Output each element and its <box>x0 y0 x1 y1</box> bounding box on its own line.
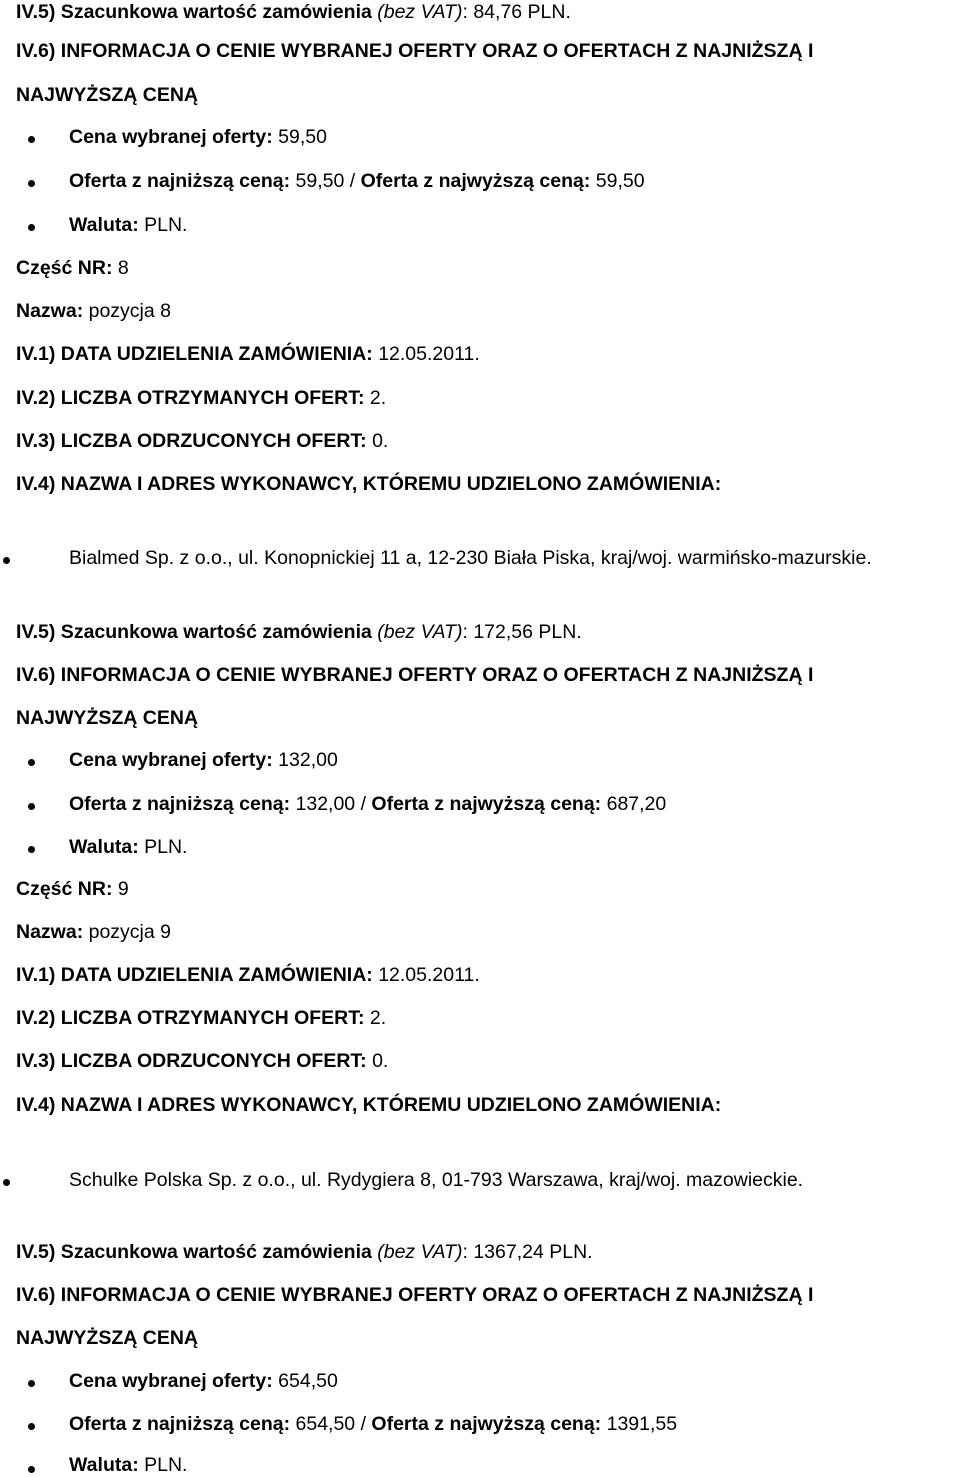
award-date-value: 12.05.2011. <box>378 343 480 365</box>
selected-price-line <box>69 748 338 772</box>
bullet-dot <box>28 1466 35 1473</box>
part-number-line <box>16 256 129 280</box>
selected-price-line <box>69 125 327 149</box>
estimated-value: : 172,56 PLN. <box>462 621 582 643</box>
currency-value: PLN. <box>144 836 188 858</box>
price-info-heading-cont: NAJWYŻSZĄ CENĄ <box>16 707 199 729</box>
bullet-dot <box>3 1179 10 1186</box>
selected-price-value: 132,00 <box>278 749 338 771</box>
offers-received-label: IV.2) LICZBA OTRZYMANYCH OFERT: <box>16 387 365 409</box>
highest-price-value: 687,20 <box>606 793 667 815</box>
price-info-heading-cont: NAJWYŻSZĄ CENĄ <box>16 84 199 106</box>
bullet-dot <box>28 1423 35 1430</box>
part-number-value: 8 <box>117 257 129 279</box>
lowest-price-label: Oferta z najniższą ceną: <box>69 170 291 192</box>
price-separator: / <box>360 1413 366 1435</box>
selected-price-label: Cena wybranej oferty: <box>69 126 273 148</box>
lowest-price-value: 654,50 <box>295 1413 356 1435</box>
part-name-value: pozycja 9 <box>88 921 171 943</box>
lowest-price-label: Oferta z najniższą ceną: <box>69 1413 291 1435</box>
highest-price-value: 59,50 <box>595 170 645 192</box>
award-date-value: 12.05.2011. <box>378 964 480 986</box>
lowest-price-label: Oferta z najniższą ceną: <box>69 793 291 815</box>
estimated-value-label: IV.5) Szacunkowa wartość zamówienia <box>16 621 372 643</box>
price-info-heading: IV.6) INFORMACJA O CENIE WYBRANEJ OFERTY ORAZ O OFERTACH Z NAJNIŻSZĄ I <box>16 40 814 62</box>
offers-received-line <box>16 386 386 410</box>
award-date-label: IV.1) DATA UDZIELENIA ZAMÓWIENIA: <box>16 964 373 986</box>
currency-line <box>69 213 187 237</box>
bullet-dot <box>28 180 35 187</box>
lowest-price-value: 59,50 <box>295 170 345 192</box>
offers-rejected-line <box>16 429 388 453</box>
currency-line <box>69 835 187 859</box>
part-number-label: Część NR: <box>16 878 113 900</box>
contractor-address: Schulke Polska Sp. z o.o., ul. Rydygiera 8, 01-793 Warszawa, kraj/woj. mazowieckie. <box>69 1169 804 1191</box>
bullet-dot <box>3 557 10 564</box>
price-info-heading: IV.6) INFORMACJA O CENIE WYBRANEJ OFERTY ORAZ O OFERTACH Z NAJNIŻSZĄ I <box>16 664 814 686</box>
part-name-line <box>16 299 171 323</box>
estimated-value-line <box>16 0 571 24</box>
part-name-value: pozycja 8 <box>88 300 171 322</box>
price-separator: / <box>349 170 356 192</box>
bullet-dot <box>28 846 35 853</box>
offers-rejected-value: 0. <box>372 430 389 452</box>
estimated-value-vat-note: (bez VAT) <box>377 1241 463 1263</box>
bullet-dot <box>28 224 35 231</box>
lowest-highest-line <box>69 1412 677 1436</box>
part-name-label: Nazwa: <box>16 300 84 322</box>
selected-price-value: 654,50 <box>278 1370 338 1392</box>
currency-label: Waluta: <box>69 1454 139 1476</box>
price-info-heading: IV.6) INFORMACJA O CENIE WYBRANEJ OFERTY ORAZ O OFERTACH Z NAJNIŻSZĄ I <box>16 1284 814 1306</box>
currency-line <box>69 1453 187 1477</box>
part-number-value: 9 <box>117 878 129 900</box>
bullet-dot <box>28 1380 35 1387</box>
bullet-dot <box>28 136 35 143</box>
estimated-value: : 1367,24 PLN. <box>462 1241 593 1263</box>
highest-price-value: 1391,55 <box>606 1413 678 1435</box>
estimated-value-label: IV.5) Szacunkowa wartość zamówienia <box>16 1241 372 1263</box>
offers-received-value: 2. <box>369 387 387 409</box>
award-date-line <box>16 963 480 987</box>
award-date-line <box>16 342 480 366</box>
offers-received-value: 2. <box>369 1007 387 1029</box>
offers-rejected-line <box>16 1049 388 1073</box>
offers-rejected-label: IV.3) LICZBA ODRZUCONYCH OFERT: <box>16 430 367 452</box>
award-date-label: IV.1) DATA UDZIELENIA ZAMÓWIENIA: <box>16 343 373 365</box>
part-name-label: Nazwa: <box>16 921 84 943</box>
estimated-value-vat-note: (bez VAT) <box>377 1 463 23</box>
currency-label: Waluta: <box>69 836 139 858</box>
offers-rejected-label: IV.3) LICZBA ODRZUCONYCH OFERT: <box>16 1050 367 1072</box>
estimated-value-line <box>16 1240 593 1264</box>
currency-label: Waluta: <box>69 214 139 236</box>
lowest-highest-line <box>69 169 645 193</box>
selected-price-value: 59,50 <box>278 126 327 148</box>
price-info-heading-cont: NAJWYŻSZĄ CENĄ <box>16 1327 199 1349</box>
part-number-label: Część NR: <box>16 257 113 279</box>
part-number-line <box>16 877 129 901</box>
offers-received-label: IV.2) LICZBA OTRZYMANYCH OFERT: <box>16 1007 365 1029</box>
currency-value: PLN. <box>144 1454 188 1476</box>
lowest-price-value: 132,00 <box>295 793 356 815</box>
offers-rejected-value: 0. <box>372 1050 389 1072</box>
estimated-value-vat-note: (bez VAT) <box>377 621 463 643</box>
contractor-address: Bialmed Sp. z o.o., ul. Konopnickiej 11 a, 12-230 Biała Piska, kraj/woj. warmińsko-mazurskie. <box>69 547 872 569</box>
estimated-value-label: IV.5) Szacunkowa wartość zamówienia <box>16 1 372 23</box>
contractor-heading: IV.4) NAZWA I ADRES WYKONAWCY, KTÓREMU UDZIELONO ZAMÓWIENIA: <box>16 473 722 495</box>
bullet-dot <box>28 759 35 766</box>
selected-price-label: Cena wybranej oferty: <box>69 749 273 771</box>
estimated-value-line <box>16 620 582 644</box>
contractor-heading: IV.4) NAZWA I ADRES WYKONAWCY, KTÓREMU UDZIELONO ZAMÓWIENIA: <box>16 1094 722 1116</box>
lowest-highest-line <box>69 792 666 816</box>
estimated-value: : 84,76 PLN. <box>462 1 571 23</box>
part-name-line <box>16 920 171 944</box>
highest-price-label: Oferta z najwyższą ceną: <box>371 1413 602 1435</box>
selected-price-label: Cena wybranej oferty: <box>69 1370 273 1392</box>
offers-received-line <box>16 1006 386 1030</box>
bullet-dot <box>28 803 35 810</box>
currency-value: PLN. <box>144 214 188 236</box>
selected-price-line <box>69 1369 338 1393</box>
price-separator: / <box>360 793 366 815</box>
highest-price-label: Oferta z najwyższą ceną: <box>360 170 591 192</box>
highest-price-label: Oferta z najwyższą ceną: <box>371 793 602 815</box>
